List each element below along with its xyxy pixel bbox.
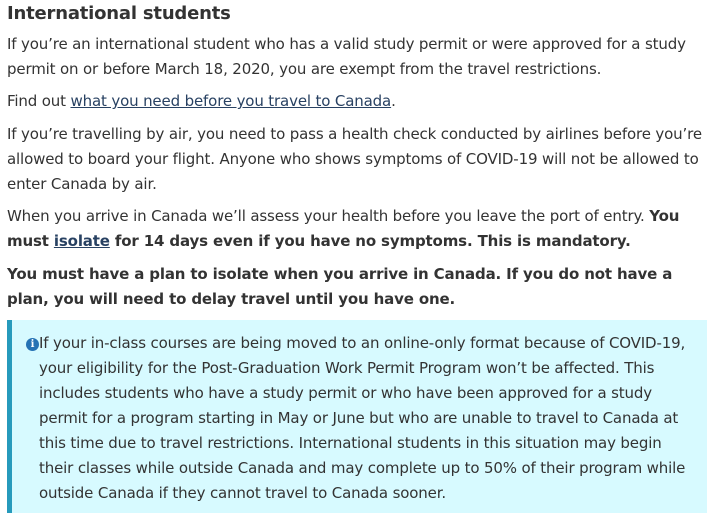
info-circle-icon: i (26, 338, 39, 351)
paragraph-find-out-prefix: Find out (7, 92, 71, 110)
paragraph-arrival-bold-suffix: for 14 days even if you have no symptoms. This is mandatory. (109, 232, 631, 250)
paragraph-find-out-suffix: . (391, 92, 396, 110)
paragraph-exemption: If you’re an international student who has a valid study permit or were approved for a study permit on or before March 18, 2020, you are exempt from the travel restrictions. (7, 35, 686, 78)
section-heading: International students (7, 3, 231, 24)
info-alert (7, 320, 707, 513)
paragraph-health-check: If you’re travelling by air, you need to pass a health check conducted by airlines before you’re allowed to board your flight. Anyone who shows symptoms of COVID-19 will not be allowed to enter Canada by air. (7, 125, 702, 193)
paragraph-arrival-bold-prefix: You must (7, 207, 680, 250)
info-alert-text: If your in-class courses are being moved to an online-only format because of COVID-19, your eligibility for the Post-Graduation Work Permit Program won’t be affected. This includes students who have a study permit or who have been approved for a study permit for a program starting in May or June but who are unable to travel to Canada at this time due to travel restrictions. International students in this situation may begin their classes while outside Canada and may complete up to 50% of their program while outside Canada if they cannot travel to Canada sooner. (39, 334, 686, 502)
paragraph-isolation-plan: You must have a plan to isolate when you arrive in Canada. If you do not have a plan, you will need to delay travel until you have one. (7, 265, 673, 308)
paragraph-arrival (7, 204, 707, 254)
travel-requirements-link[interactable]: what you need before you travel to Canada (70, 92, 392, 110)
paragraph-find-out (7, 89, 707, 114)
isolate-link[interactable]: isolate (53, 232, 110, 250)
paragraph-arrival-text: When you arrive in Canada we’ll assess your health before you leave the port of entry. (7, 207, 650, 225)
